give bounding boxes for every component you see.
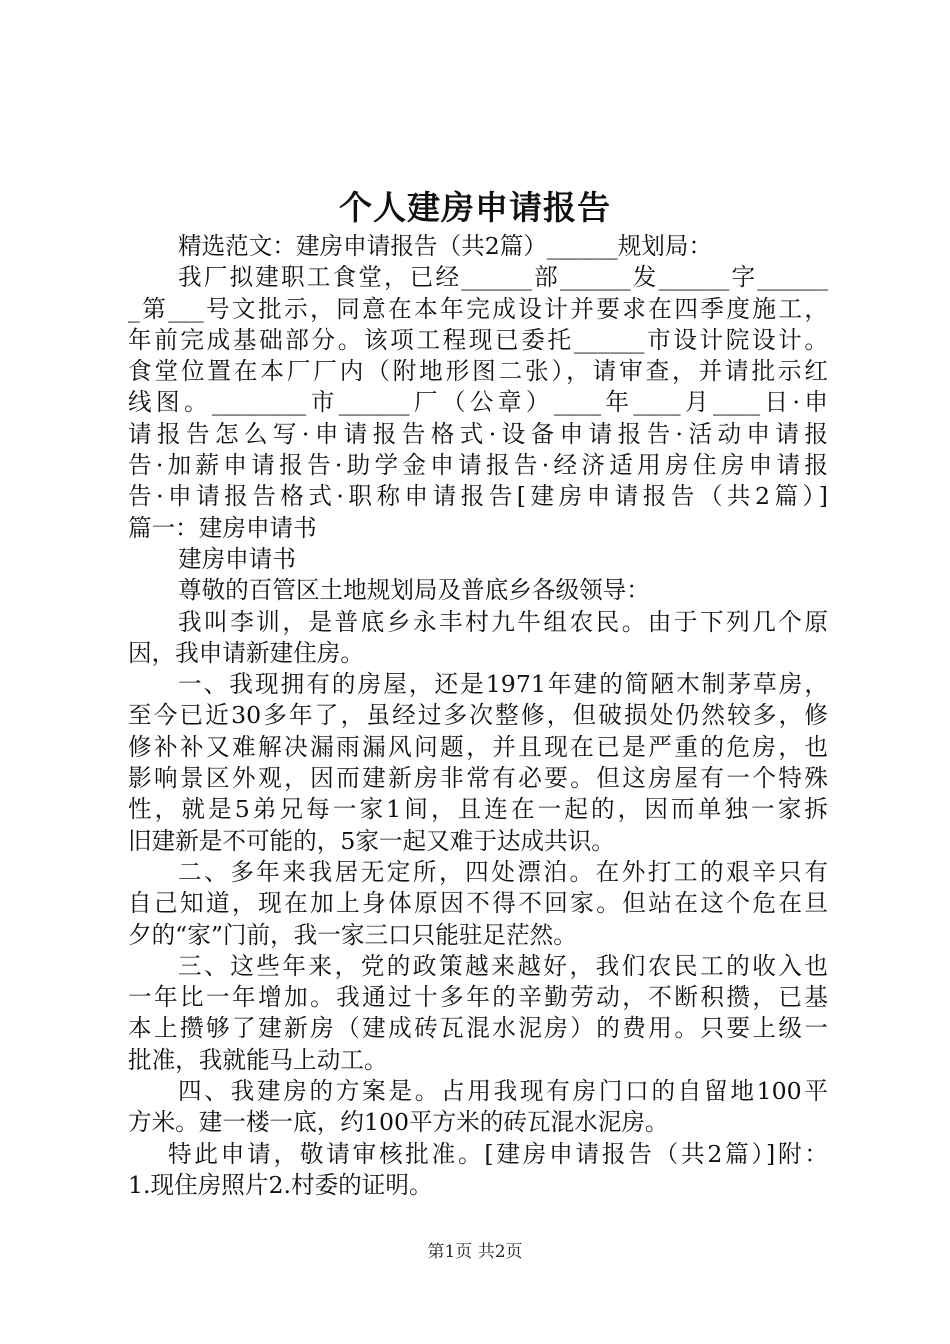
text-line: 请报告怎么写·申请报告格式·设备申请报告·活动申请报: [128, 419, 828, 448]
text-line: 至今已近30多年了，虽经过多次整修，但破损处仍然较多，修: [128, 701, 828, 730]
text-line: 因，我申请新建住房。: [128, 638, 364, 667]
text-line: 修补补又难解决漏雨漏风问题，并且现在已是严重的危房，也: [128, 732, 828, 761]
text-line: 方米。建一楼一底，约100平方米的砖瓦混水泥房。: [128, 1108, 669, 1137]
text-line: 告·申请报告格式·职称申请报告[建房申请报告（共2篇）]: [128, 482, 828, 511]
text-line: 四、我建房的方案是。占用我现有房门口的自留地100平: [178, 1077, 828, 1106]
text-line: 食堂位置在本厂厂内（附地形图二张），请审查，并请批示红: [128, 357, 828, 386]
text-line: 自己知道，现在加上身体原因不得不回家。但站在这个危在旦: [128, 889, 828, 918]
text-line: 建房申请书: [178, 544, 296, 573]
text-line: 尊敬的百管区土地规划局及普底乡各级领导：: [178, 576, 650, 605]
text-line: 篇一：建房申请书: [128, 513, 317, 542]
text-line: 精选范文：建房申请报告（共2篇）______规划局：: [178, 232, 713, 260]
text-line: 批准，我就能马上动工。: [128, 1045, 388, 1074]
text-line: 夕的“家”门前，我一家三口只能驻足茫然。: [128, 920, 577, 949]
text-line: 二、多年来我居无定所，四处漂泊。在外打工的艰辛只有: [178, 857, 828, 886]
document-body: [128, 231, 828, 1201]
text-line: _第___号文批示，同意在本年完成设计并要求在四季度施工，: [128, 294, 828, 323]
text-line: 我叫李训，是普底乡永丰村九牛组农民。由于下列几个原: [178, 607, 828, 636]
text-line: 三、这些年来，党的政策越来越好，我们农民工的收入也: [178, 951, 828, 980]
text-line: 一年比一年增加。我通过十多年的辛勤劳动，不断积攒，已基: [128, 983, 828, 1012]
text-line: 1.现住房照片2.村委的证明。: [128, 1170, 433, 1199]
text-line: 年前完成基础部分。该项工程现已委托______市设计院设计。: [128, 325, 828, 354]
text-line: 影响景区外观，因而建新房非常有必要。但这房屋有一个特殊: [128, 764, 828, 793]
text-line: 旧建新是不可能的，5家一起又难于达成共识。: [128, 826, 615, 855]
text-line: 本上攒够了建新房（建成砖瓦混水泥房）的费用。只要上级一: [128, 1014, 828, 1043]
text-line: 我厂拟建职工食堂，已经______部______发______字______: [178, 263, 828, 292]
text-line: 性，就是5弟兄每一家1间，且连在一起的，因而单独一家拆: [128, 795, 828, 824]
page-footer: 第1页 共2页: [427, 1242, 523, 1262]
document-title: 个人建房申请报告: [339, 188, 611, 227]
text-line: 告·加薪申请报告·助学金申请报告·经济适用房住房申请报: [128, 451, 828, 480]
text-line: 特此申请，敬请审核批准。[建房申请报告（共2篇）]附：: [168, 1139, 828, 1168]
text-line: 线图。________市______厂（公章）____年____月____日·申: [128, 388, 828, 417]
text-line: 一、我现拥有的房屋，还是1971年建的简陋木制茅草房，: [178, 670, 828, 699]
